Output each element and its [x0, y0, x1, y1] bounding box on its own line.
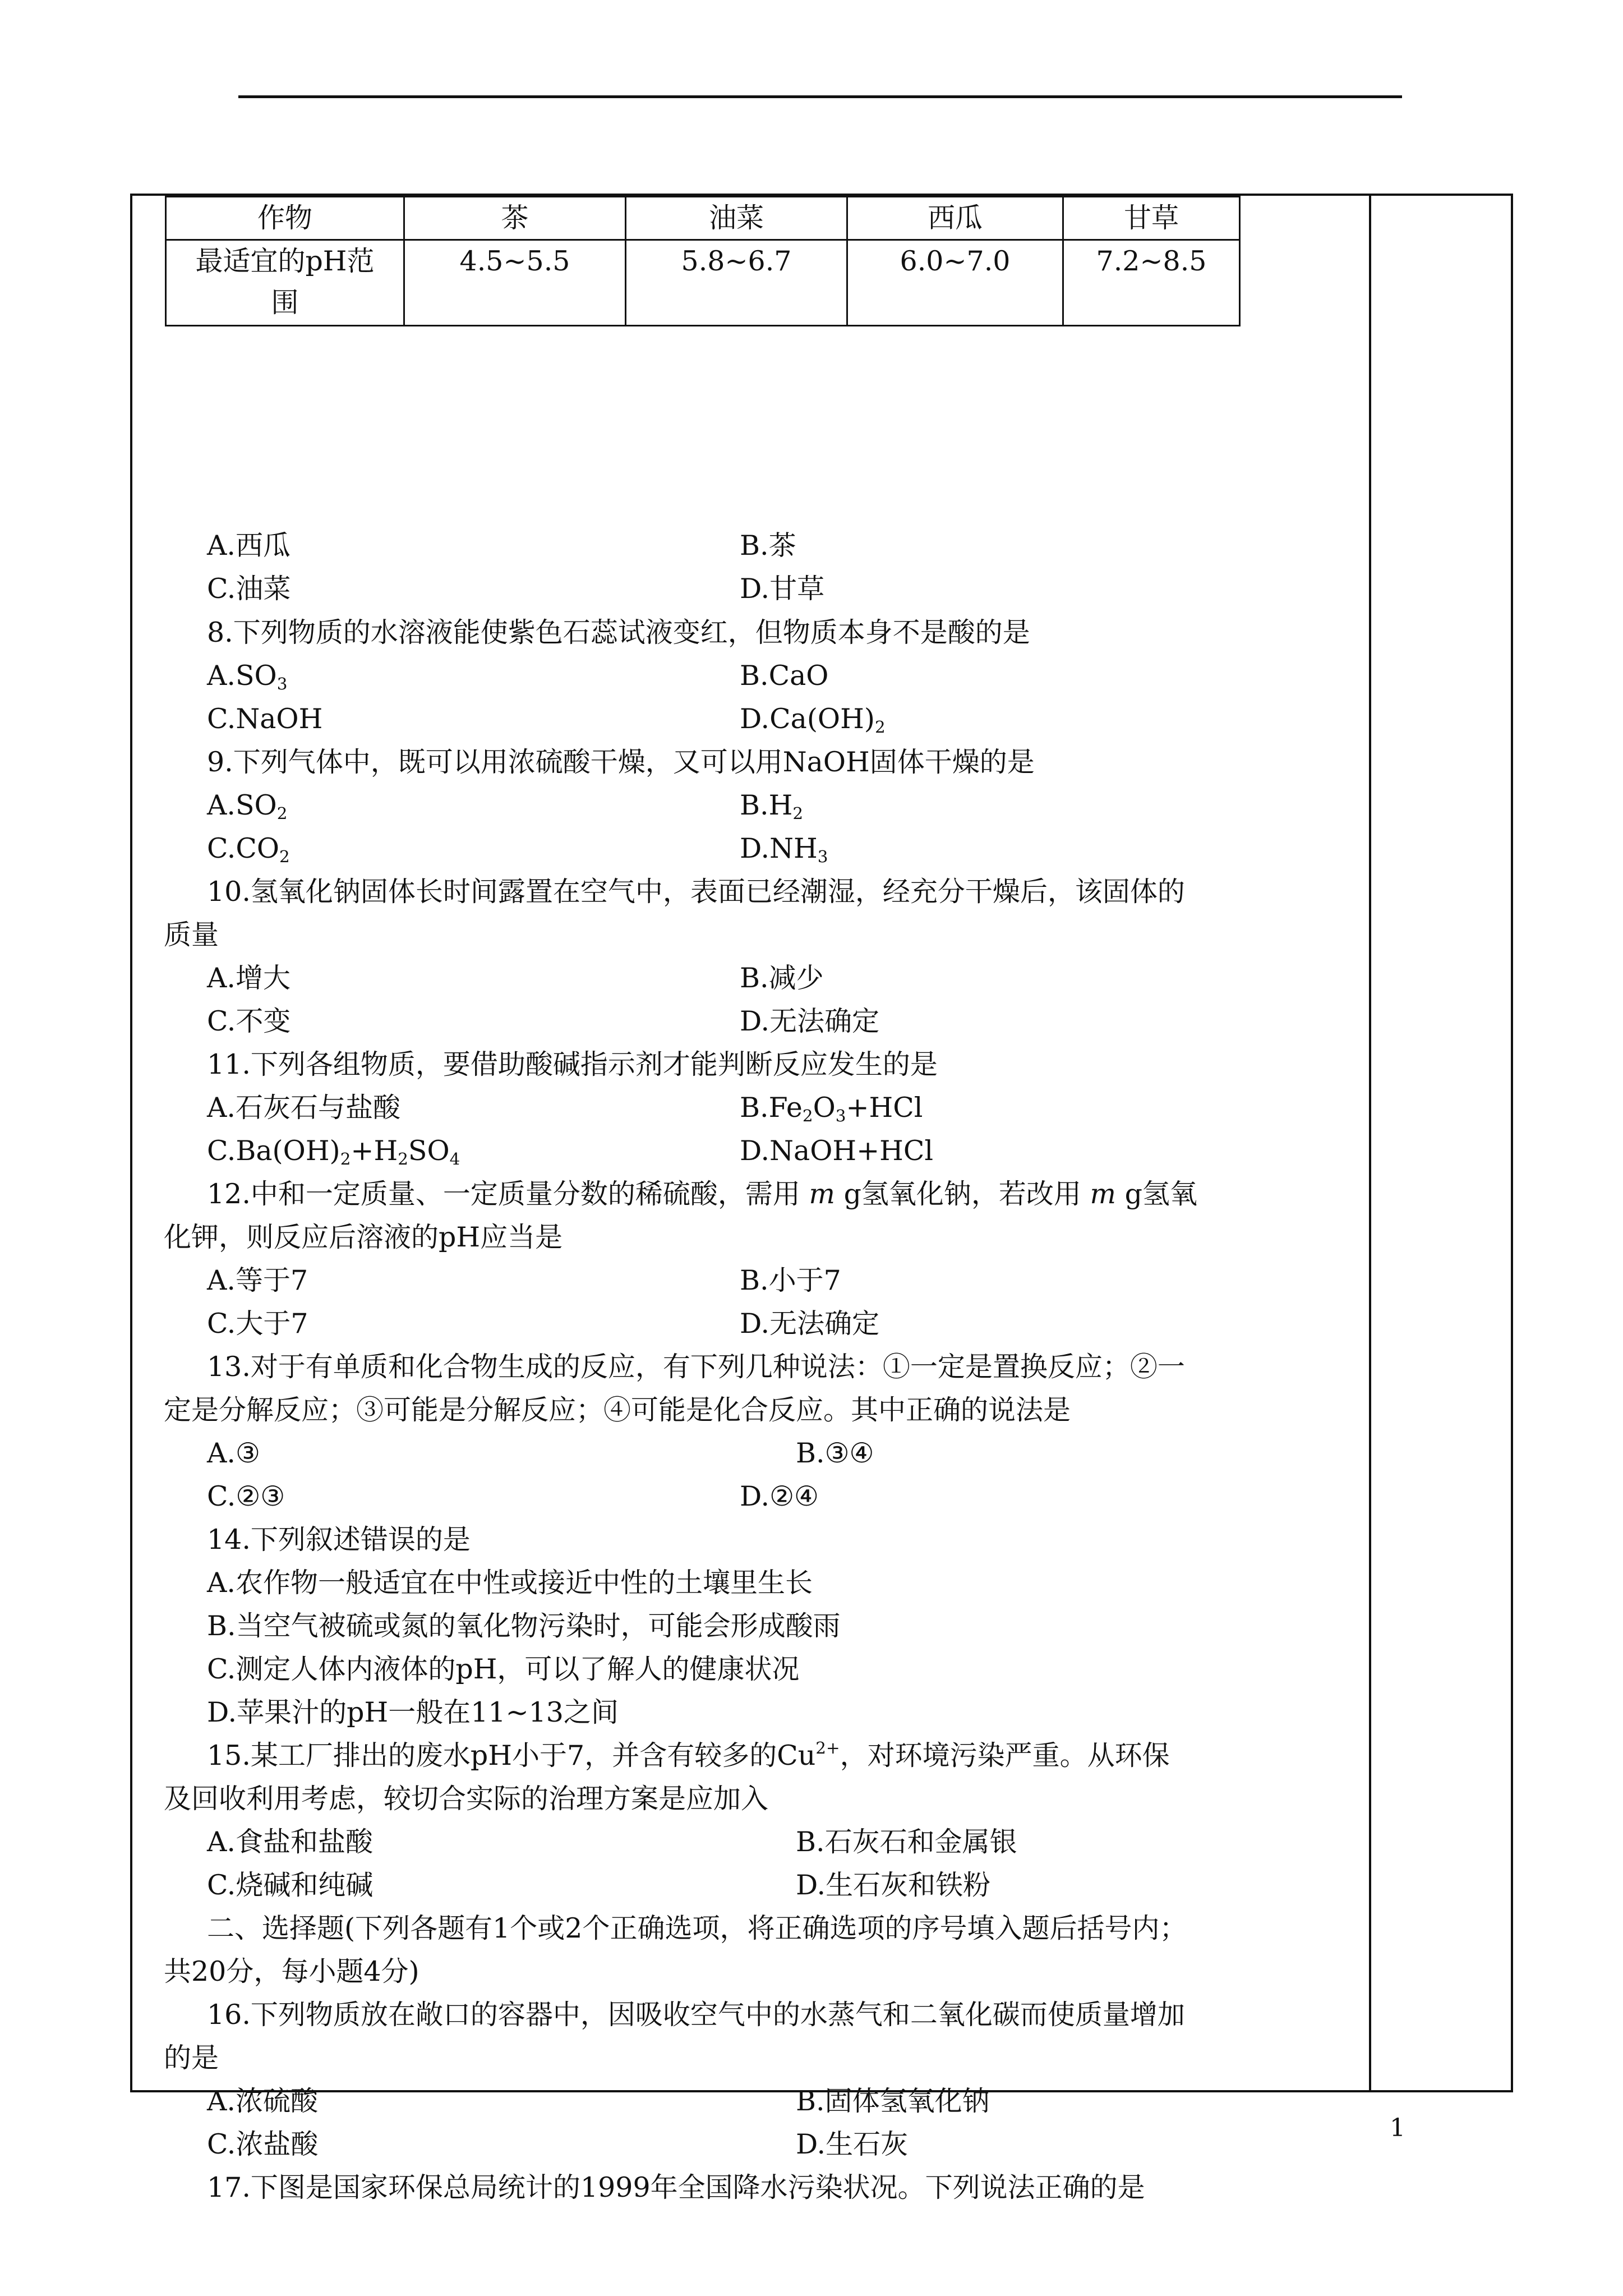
q16-stem-line2: 的是	[164, 2042, 219, 2074]
q9-option-d: $D.NH_3$	[740, 832, 828, 866]
q12-stem-line1: 12.中和一定质量、一定质量分数的稀硫酸，需用 m g氢氧化钠，若改用 m g氢氧	[207, 1178, 1197, 1210]
q14-stem: 14.下列叙述错误的是	[207, 1524, 471, 1556]
page-number: 1	[1390, 2114, 1405, 2142]
q7-option-c: C.油菜	[207, 573, 291, 605]
worksheet-frame	[130, 194, 1513, 2203]
q11-option-c: $C.Ba(OH)_2+H_2SO_4$	[207, 1135, 460, 1168]
q15-option-d: D.生石灰和铁粉	[796, 1869, 991, 1901]
q14-option-a: A.农作物一般适宜在中性或接近中性的土壤里生长	[207, 1567, 813, 1599]
section2-instructions-line2: 共20分，每小题4分)	[164, 1955, 419, 1987]
q15-option-a: A.食盐和盐酸	[207, 1826, 373, 1858]
q13-stem-line1: 13.对于有单质和化合物生成的反应，有下列几种说法：①一定是置换反应；②一	[207, 1351, 1185, 1383]
q7-option-b: B.茶	[740, 530, 796, 562]
q14-option-d: D.苹果汁的pH一般在11~13之间	[207, 1696, 619, 1728]
q9-option-c: $C.CO_2$	[207, 832, 290, 866]
q8-option-c: C.NaOH	[207, 703, 323, 735]
q16-option-d: D.生石灰	[796, 2128, 909, 2160]
q9-stem: 9.下列气体中，既可以用浓硫酸干燥，又可以用NaOH固体干燥的是	[207, 746, 1035, 778]
q13-stem-line2: 定是分解反应；③可能是分解反应；④可能是化合反应。其中正确的说法是	[164, 1394, 1071, 1426]
table-header-cell: 甘草	[1063, 197, 1240, 240]
q9-option-b: $B.H_2$	[740, 789, 804, 823]
q8-option-d: $D.Ca(OH)_2$	[740, 703, 886, 737]
table-row	[166, 240, 1240, 326]
q11-stem: 11.下列各组物质，要借助酸碱指示剂才能判断反应发生的是	[207, 1048, 938, 1080]
q13-option-b: B.③④	[796, 1437, 874, 1469]
q13-option-d: D.②④	[740, 1480, 819, 1512]
notes-column-divider	[1369, 196, 1371, 2090]
q9-option-a: $A.SO_2$	[207, 789, 288, 823]
q8-option-a: $A.SO_3$	[207, 660, 288, 693]
q13-option-c: C.②③	[207, 1480, 285, 1512]
q12-option-a: A.等于7	[207, 1264, 308, 1296]
q10-option-c: C.不变	[207, 1005, 291, 1037]
crop-ph-table	[165, 196, 1241, 326]
q16-option-a: A.浓硫酸	[207, 2085, 318, 2117]
q15-stem-line1: 15.某工厂排出的废水pH小于7，并含有较多的$Cu^{2+}$，对环境污染严重。从环保	[207, 1738, 1170, 1772]
table-cell: 6.0~7.0	[847, 240, 1063, 326]
q10-option-a: A.增大	[207, 962, 291, 994]
q16-option-c: C.浓盐酸	[207, 2128, 319, 2160]
q15-option-c: C.烧碱和纯碱	[207, 1869, 374, 1901]
q12-option-c: C.大于7	[207, 1308, 308, 1340]
table-cell: 7.2~8.5	[1063, 240, 1240, 326]
q12-stem-line2: 化钾，则反应后溶液的pH应当是	[164, 1221, 563, 1253]
q11-option-d: D.NaOH+HCl	[740, 1135, 934, 1167]
q14-option-c: C.测定人体内液体的pH，可以了解人的健康状况	[207, 1653, 800, 1685]
table-header-cell: 茶	[404, 197, 626, 240]
q16-option-b: B.固体氢氧化钠	[796, 2085, 990, 2117]
section2-instructions-line1: 二、选择题(下列各题有1个或2个正确选项，将正确选项的序号填入题后括号内；	[207, 1912, 1187, 1944]
q8-stem: 8.下列物质的水溶液能使紫色石蕊试液变红，但物质本身不是酸的是	[207, 616, 1030, 648]
q8-option-b: B.CaO	[740, 660, 829, 692]
table-cell: 5.8~6.7	[626, 240, 847, 326]
table-header-cell: 西瓜	[847, 197, 1063, 240]
q15-option-b: B.石灰石和金属银	[796, 1826, 1017, 1858]
q13-option-a: A.③	[207, 1437, 260, 1469]
q10-stem-line2: 质量	[164, 919, 219, 951]
q17-stem: 17.下图是国家环保总局统计的1999年全国降水污染状况。下列说法正确的是	[207, 2171, 1145, 2203]
q15-stem-line2: 及回收利用考虑，较切合实际的治理方案是应加入	[164, 1783, 769, 1815]
q10-stem-line1: 10.氢氧化钠固体长时间露置在空气中，表面已经潮湿，经充分干燥后，该固体的	[207, 876, 1185, 908]
header-rule	[238, 95, 1402, 98]
q11-option-b: $B.Fe_2O_3+HCl$	[740, 1092, 923, 1125]
table-cell: 4.5~5.5	[404, 240, 626, 326]
q10-option-d: D.无法确定	[740, 1005, 880, 1037]
q14-option-b: B.当空气被硫或氮的氧化物污染时，可能会形成酸雨	[207, 1610, 841, 1642]
table-header-cell: 油菜	[626, 197, 847, 240]
q12-option-d: D.无法确定	[740, 1308, 880, 1340]
q7-option-a: A.西瓜	[207, 530, 291, 562]
q16-stem-line1: 16.下列物质放在敞口的容器中，因吸收空气中的水蒸气和二氧化碳而使质量增加	[207, 1999, 1185, 2031]
table-header-cell: 作物	[166, 197, 404, 240]
q7-option-d: D.甘草	[740, 573, 825, 605]
table-row-label: 最适宜的pH范围	[166, 240, 404, 326]
q10-option-b: B.减少	[740, 962, 824, 994]
q12-option-b: B.小于7	[740, 1264, 841, 1296]
q11-option-a: A.石灰石与盐酸	[207, 1092, 400, 1124]
table-header-row	[166, 197, 1240, 240]
questions-area	[148, 196, 1354, 2203]
